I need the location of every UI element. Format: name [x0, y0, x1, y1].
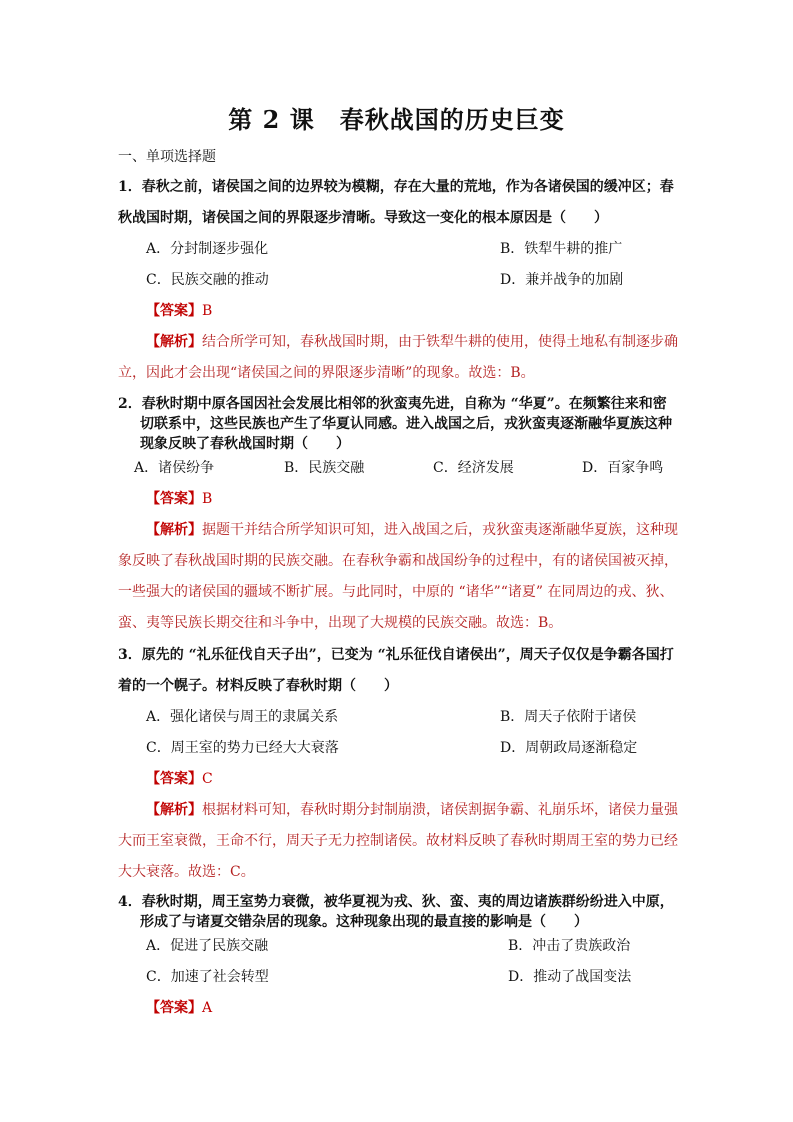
q2-stem-line-2: 切联系中，这些民族也产生了华夏认同感。进入战国之后，戎狄蛮夷逐渐融华夏族这种	[140, 416, 672, 432]
q4-option-d: D．推动了战国变法	[508, 969, 632, 985]
q1-explanation-line-1	[146, 331, 678, 351]
q3-explanation-text: 根据材料可知，春秋时期分封制崩溃，诸侯割据争霸、礼崩乐坏，诸侯力量强	[202, 802, 678, 818]
q1-option-a: A．分封制逐步强化	[146, 241, 269, 257]
q3-option-b: B．周天子依附于诸侯	[500, 709, 637, 725]
q1-answer	[146, 300, 212, 320]
q3-answer-value: C	[202, 771, 213, 787]
q1-explanation-line-2: 立，因此才会出现“诸侯国之间的界限逐步清晰”的现象。故选：B。	[118, 365, 535, 381]
q2-explanation-line-4: 蛮、夷等民族长期交往和斗争中，出现了大规模的民族交融。故选：B。	[118, 615, 563, 631]
q2-explanation-text: 据题干并结合所学知识可知，进入战国之后，戎狄蛮夷逐渐融华夏族，这种现	[202, 522, 678, 538]
q3-stem-line-2: 着的一个幌子。材料反映了春秋时期（ ）	[118, 678, 398, 694]
q3-option-a: A．强化诸侯与周王的隶属关系	[146, 709, 339, 725]
explanation-tag: 【解析】	[146, 334, 202, 350]
q3-option-d: D．周朝政局逐渐稳定	[500, 740, 638, 756]
q2-explanation-line-1	[146, 519, 678, 539]
explanation-tag: 【解析】	[146, 802, 202, 818]
answer-tag: 【答案】	[146, 1000, 202, 1016]
q4-stem-line-1: 4．春秋时期，周王室势力衰微，被华夏视为戎、狄、蛮、夷的周边诸族群纷纷进入中原，	[118, 894, 674, 910]
q3-explanation-line-1	[146, 799, 678, 819]
q2-explanation-line-2: 象反映了春秋战国时期的民族交融。在春秋争霸和战国纷争的过程中，有的诸侯国被灭掉，	[118, 553, 678, 569]
q1-stem-line-1: 1．春秋之前，诸侯国之间的边界较为模糊，存在大量的荒地，作为各诸侯国的缓冲区；春	[118, 179, 674, 195]
answer-tag: 【答案】	[146, 491, 202, 507]
q1-explanation-text: 结合所学可知，春秋战国时期，由于铁犁牛耕的使用，使得土地私有制逐步确	[202, 334, 678, 350]
explanation-tag: 【解析】	[146, 522, 202, 538]
q3-stem-line-1: 3．原先的 “礼乐征伐自天子出”，已变为 “礼乐征伐自诸侯出”，周天子仅仅是争霸各国打	[118, 647, 674, 663]
q2-explanation-line-3: 一些强大的诸侯国的疆域不断扩展。与此同时，中原的 “诸华”“诸夏” 在同周边的戎、狄、	[118, 584, 674, 600]
q1-option-b: B．铁犁牛耕的推广	[500, 241, 623, 257]
q1-stem-line-2: 秋战国时期，诸侯国之间的界限逐步清晰。导致这一变化的根本原因是（ ）	[118, 210, 608, 226]
q1-answer-value: B	[202, 303, 213, 319]
q3-explanation-line-2: 大而王室衰微，王命不行，周天子无力控制诸侯。故材料反映了春秋时期周王室的势力已经	[118, 833, 678, 849]
q4-option-c: C．加速了社会转型	[146, 969, 269, 985]
q2-option-b: B．民族交融	[284, 460, 365, 476]
q4-answer	[146, 997, 212, 1017]
q4-stem-line-2: 形成了与诸夏交错杂居的现象。这种现象出现的最直接的影响是（ ）	[140, 914, 588, 930]
q2-option-a: A．诸侯纷争	[134, 460, 215, 476]
q2-stem-line-1: 2．春秋时期中原各国因社会发展比相邻的狄蛮夷先进，自称为 “华夏”。在频繁往来和密	[118, 396, 667, 412]
q3-answer	[146, 768, 213, 788]
section-heading: 一、单项选择题	[118, 149, 216, 165]
q1-option-c: C．民族交融的推动	[146, 272, 269, 288]
q2-option-d: D．百家争鸣	[582, 460, 664, 476]
q2-option-c: C．经济发展	[433, 460, 514, 476]
q3-explanation-line-3: 大大衰落。故选：C。	[118, 864, 255, 880]
q1-option-d: D．兼并战争的加剧	[500, 272, 624, 288]
page-title: 第 2 课 春秋战国的历史巨变	[228, 105, 565, 134]
q4-option-b: B．冲击了贵族政治	[508, 938, 631, 954]
answer-tag: 【答案】	[146, 771, 202, 787]
q3-option-c: C．周王室的势力已经大大衰落	[146, 740, 339, 756]
q2-answer	[146, 488, 212, 508]
q4-answer-value: A	[202, 1000, 213, 1016]
q4-option-a: A．促进了民族交融	[146, 938, 269, 954]
q2-answer-value: B	[202, 491, 213, 507]
answer-tag: 【答案】	[146, 303, 202, 319]
q2-stem-line-3: 现象反映了春秋战国时期（ ）	[140, 436, 350, 452]
